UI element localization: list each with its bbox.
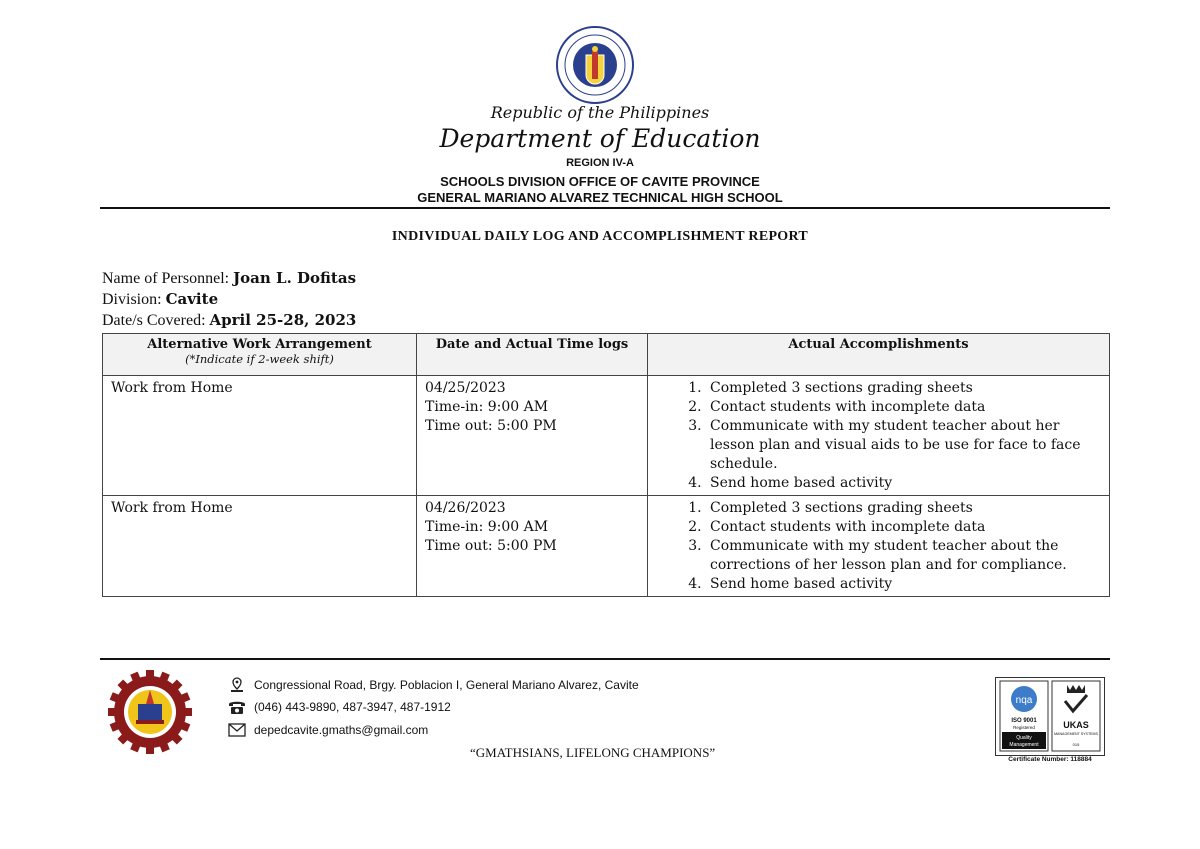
phone-text: (046) 443-9890, 487-3947, 487-1912 [254, 700, 451, 714]
dates-covered-line [102, 311, 356, 330]
deped-seal-icon [555, 25, 635, 105]
name-label: Name of Personnel: [102, 270, 230, 287]
division-value: Cavite [165, 290, 219, 308]
map-pin-icon [228, 677, 246, 693]
department-title: Department of Education [439, 124, 761, 153]
time-in: Time-in: 9:00 AM [425, 399, 549, 415]
footer-divider [100, 658, 1110, 660]
column-header-accomplishments: Actual Accomplishments [648, 334, 1110, 376]
ukas-label: UKAS [1063, 720, 1089, 730]
time-log-cell [417, 496, 648, 597]
ukas-sub: MANAGEMENT SYSTEMS [1054, 732, 1098, 736]
log-date: 04/25/2023 [425, 380, 506, 396]
iso-registered: Registered [1013, 725, 1035, 730]
division-office-line: SCHOOLS DIVISION OFFICE OF CAVITE PROVINCE [440, 174, 760, 189]
time-out: Time out: 5:00 PM [425, 538, 557, 554]
accomplishments-list [678, 499, 1101, 594]
iso-code: ISO 9001 [1011, 718, 1037, 724]
arrangement-header-note: (*Indicate if 2-week shift) [185, 352, 334, 366]
daily-log-table [102, 333, 1110, 597]
arrangement-cell: Work from Home [103, 376, 417, 496]
column-header-time-logs: Date and Actual Time logs [417, 334, 648, 376]
region-line: REGION IV-A [566, 157, 634, 169]
time-out: Time out: 5:00 PM [425, 418, 557, 434]
phone-line [228, 699, 451, 715]
dates-value: April 25-28, 2023 [209, 311, 357, 329]
list-item: 2. Contact students with incomplete data [706, 518, 1101, 537]
telephone-icon [228, 699, 246, 715]
name-value: Joan L. Dofitas [233, 269, 357, 287]
list-item: 3. Communicate with my student teacher about her lesson plan and visual aids to be use for face to face schedule. [706, 417, 1101, 474]
email-line [228, 722, 428, 738]
dates-label: Date/s Covered: [102, 312, 206, 329]
school-motto: “GMATHSIANS, LIFELONG CHAMPIONS” [470, 745, 716, 760]
iso-management: Management [1009, 742, 1039, 748]
division-line [102, 290, 218, 309]
school-name: GENERAL MARIANO ALVAREZ TECHNICAL HIGH SCHOOL [417, 190, 783, 205]
table-row [103, 376, 1110, 496]
table-row [103, 496, 1110, 597]
division-label: Division: [102, 291, 162, 308]
list-item: 1. Completed 3 sections grading sheets [706, 499, 1101, 518]
list-item: 3. Communicate with my student teacher about the corrections of her lesson plan and for compliance. [706, 537, 1101, 575]
column-header-arrangement [103, 334, 417, 376]
table-header-row [103, 334, 1110, 376]
list-item: 2. Contact students with incomplete data [706, 398, 1101, 417]
republic-line: Republic of the Philippines [490, 103, 710, 122]
certificate-number: Certificate Number: 118884 [1008, 756, 1092, 763]
iso-certification-icon [995, 677, 1105, 763]
email-text: depedcavite.gmaths@gmail.com [254, 723, 429, 737]
list-item: 4. Send home based activity [706, 575, 1101, 594]
time-in: Time-in: 9:00 AM [425, 519, 549, 535]
log-date: 04/26/2023 [425, 500, 506, 516]
address-line [228, 677, 639, 693]
accomplishments-cell [648, 496, 1110, 597]
school-emblem-icon [106, 668, 194, 756]
ukas-number: 015 [1072, 742, 1080, 747]
nqa-label: nqa [1015, 695, 1033, 706]
time-log-cell [417, 376, 648, 496]
accomplishments-list [678, 379, 1101, 493]
accomplishments-cell [648, 376, 1110, 496]
report-title: INDIVIDUAL DAILY LOG AND ACCOMPLISHMENT REPORT [391, 229, 809, 244]
arrangement-cell: Work from Home [103, 496, 417, 597]
list-item: 4. Send home based activity [706, 474, 1101, 493]
envelope-icon [228, 722, 246, 738]
personnel-name-line [102, 269, 356, 288]
arrangement-header-label: Alternative Work Arrangement [147, 337, 372, 352]
address-text: Congressional Road, Brgy. Poblacion I, General Mariano Alvarez, Cavite [254, 678, 639, 692]
list-item: 1. Completed 3 sections grading sheets [706, 379, 1101, 398]
header-divider [100, 207, 1110, 209]
iso-quality: Quality [1016, 735, 1032, 741]
